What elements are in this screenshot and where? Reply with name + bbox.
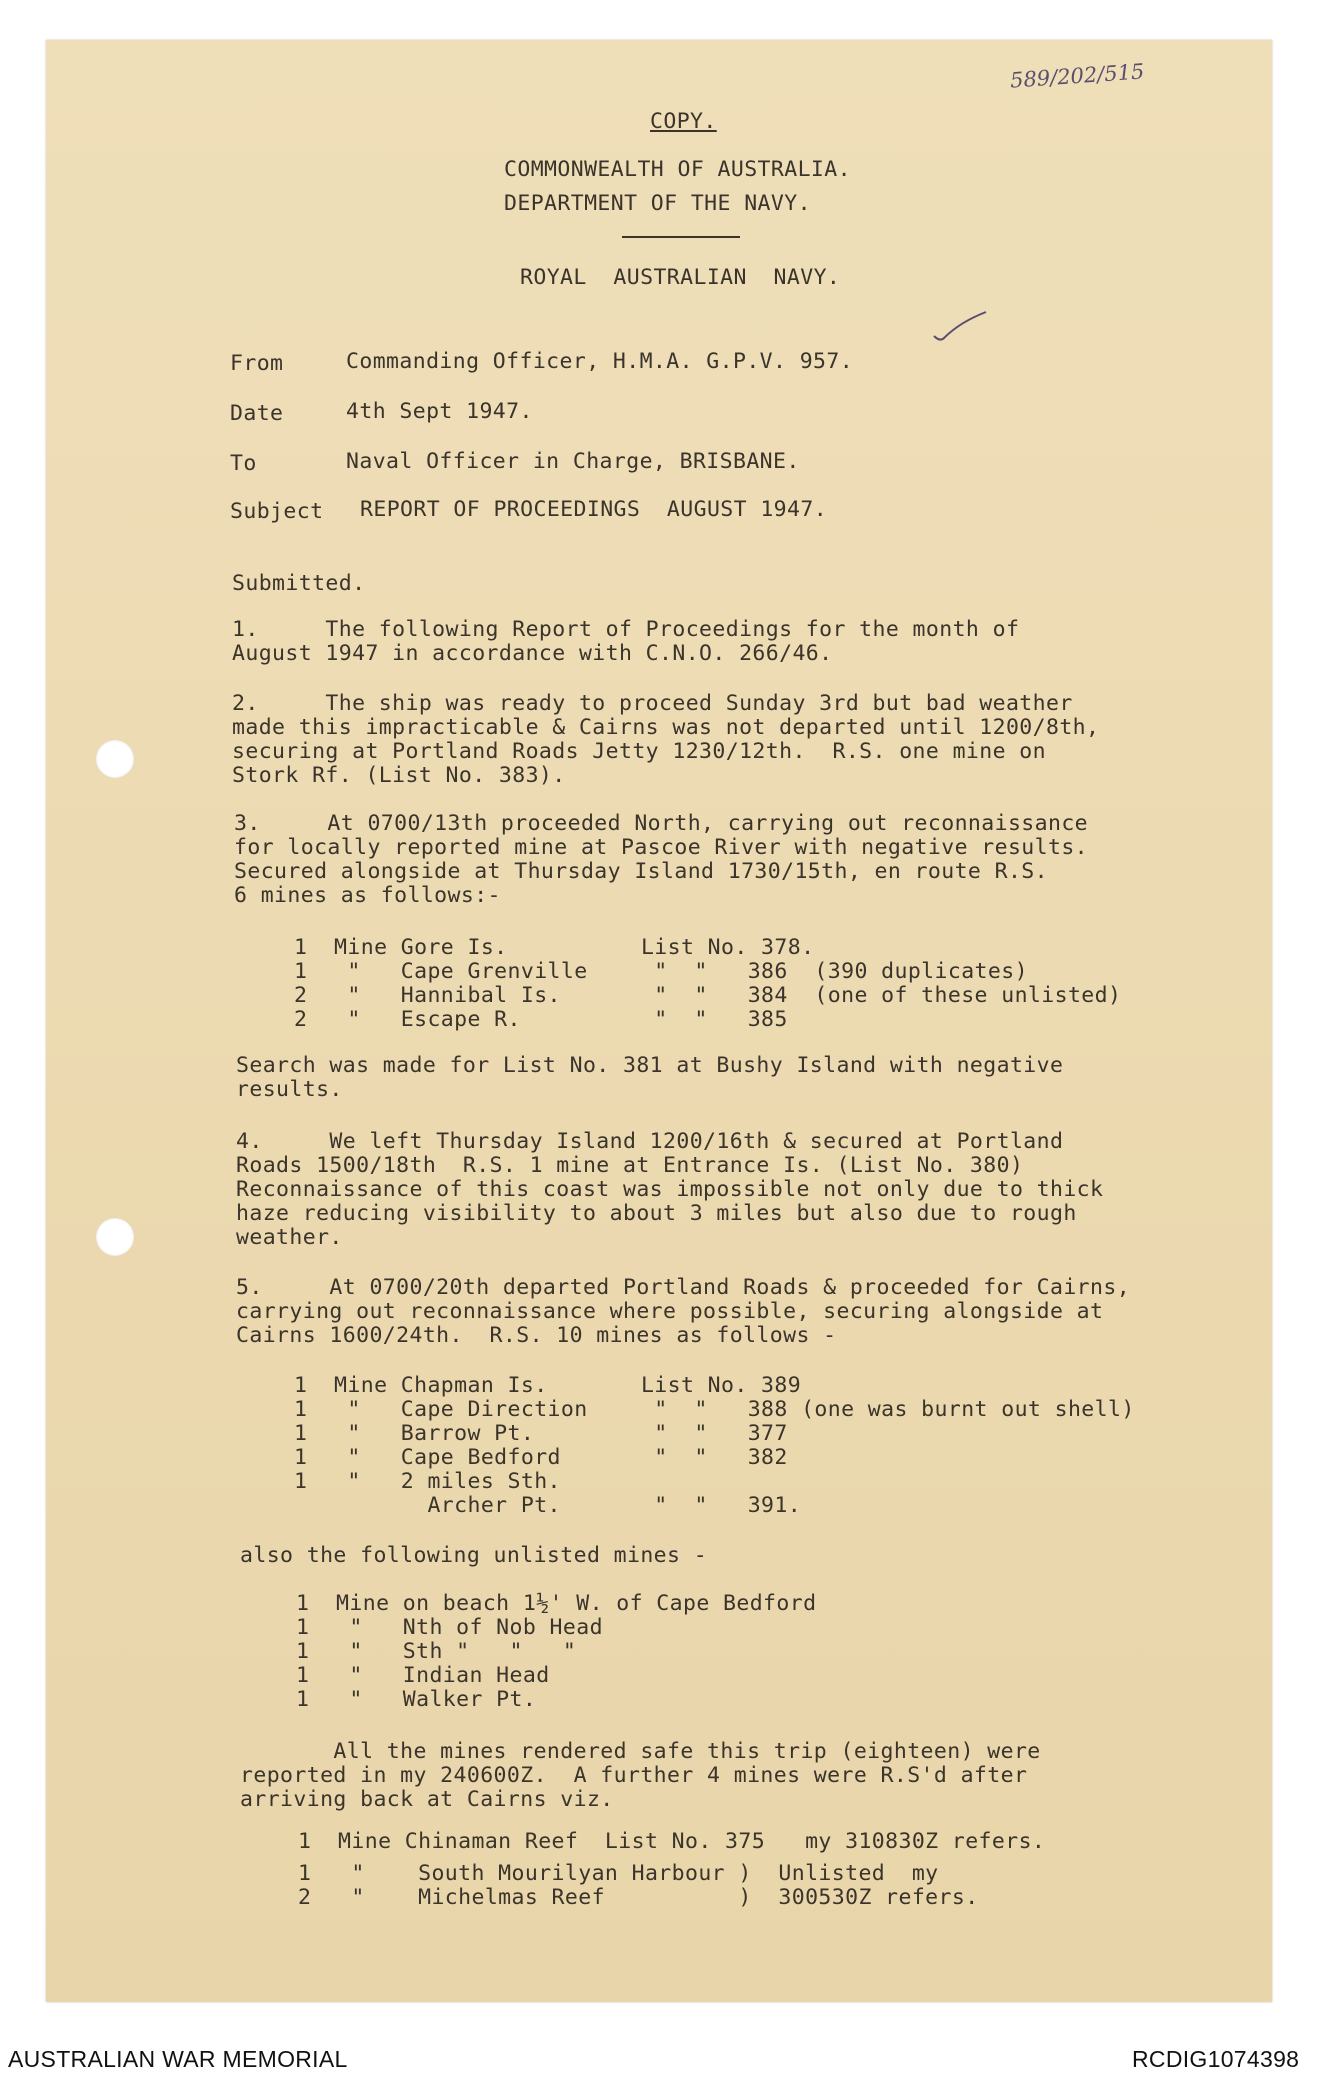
paragraph-4-line: Roads 1500/18th R.S. 1 mine at Entrance Is. (List No. 380): [236, 1153, 1024, 1178]
paragraph-3-line: 3. At 0700/13th proceeded North, carrying out reconnaissance: [234, 811, 1089, 836]
paragraph-4-line: weather.: [236, 1225, 343, 1250]
paragraph-2-line: made this impracticable & Cairns was not departed until 1200/8th,: [232, 715, 1100, 740]
from-value: Commanding Officer, H.M.A. G.P.V. 957.: [346, 349, 854, 374]
mine-list-2-row: 1 Mine Chapman Is. List No. 389: [294, 1373, 802, 1398]
paragraph-3-line: 6 mines as follows:-: [234, 883, 501, 908]
paragraph-2-line: Stork Rf. (List No. 383).: [232, 763, 566, 788]
summary-line: reported in my 240600Z. A further 4 mines were R.S'd after: [240, 1763, 1028, 1788]
mine-list-4-row: 1 Mine Chinaman Reef List No. 375 my 310830Z refers.: [298, 1829, 1046, 1854]
punch-hole: [96, 1218, 134, 1256]
summary-line: arriving back at Cairns viz.: [240, 1787, 614, 1812]
mine-list-1-row: 2 " Escape R. " " 385: [294, 1007, 788, 1032]
mine-list-3-row: 1 " Indian Head: [296, 1663, 550, 1688]
paragraph-4-line: haze reducing visibility to about 3 miles but also due to rough: [236, 1201, 1077, 1226]
mine-list-3-row: 1 " Walker Pt.: [296, 1687, 537, 1712]
summary-line: All the mines rendered safe this trip (eighteen) were: [240, 1739, 1041, 1764]
from-label: From: [230, 351, 284, 376]
mine-list-1-row: 1 Mine Gore Is. List No. 378.: [294, 935, 815, 960]
paragraph-4-line: 4. We left Thursday Island 1200/16th & secured at Portland: [236, 1129, 1064, 1154]
date-value: 4th Sept 1947.: [346, 399, 533, 424]
search-note-line: results.: [236, 1077, 343, 1102]
paragraph-3-line: Secured alongside at Thursday Island 1730/15th, en route R.S.: [234, 859, 1048, 884]
heading-divider: [622, 236, 740, 238]
mine-list-1-row: 2 " Hannibal Is. " " 384 (one of these unlisted): [294, 983, 1122, 1008]
search-note-line: Search was made for List No. 381 at Bushy Island with negative: [236, 1053, 1064, 1078]
paragraph-2-line: 2. The ship was ready to proceed Sunday 3rd but bad weather: [232, 691, 1073, 716]
footer-record-id: RCDIG1074398: [1132, 2046, 1300, 2072]
check-mark-icon: [930, 308, 990, 348]
punch-hole: [96, 740, 134, 778]
mine-list-2-row: 1 " Barrow Pt. " " 377: [294, 1421, 788, 1446]
paragraph-5-line: 5. At 0700/20th departed Portland Roads & proceeded for Cairns,: [236, 1275, 1131, 1300]
mine-list-3-row: 1 " Nth of Nob Head: [296, 1615, 603, 1640]
to-label: To: [230, 451, 257, 476]
paragraph-1-line: August 1947 in accordance with C.N.O. 266/46.: [232, 641, 833, 666]
subject-label: Subject: [230, 499, 324, 524]
heading-line-3: ROYAL AUSTRALIAN NAVY.: [520, 265, 841, 290]
paragraph-5-line: carrying out reconnaissance where possible, securing alongside at: [236, 1299, 1104, 1324]
handwritten-reference: 589/202/515: [1009, 59, 1146, 93]
mine-list-3-row: 1 Mine on beach 1½' W. of Cape Bedford: [296, 1591, 817, 1616]
mine-list-2-row: 1 " Cape Bedford " " 382: [294, 1445, 788, 1470]
heading-line-1: COMMONWEALTH OF AUSTRALIA.: [504, 157, 851, 182]
paragraph-1-line: 1. The following Report of Proceedings for the month of: [232, 617, 1020, 642]
paragraph-4-line: Reconnaissance of this coast was impossible not only due to thick: [236, 1177, 1104, 1202]
date-label: Date: [230, 401, 284, 426]
subject-value: REPORT OF PROCEEDINGS AUGUST 1947.: [360, 497, 828, 522]
copy-heading: COPY.: [650, 109, 717, 134]
mine-list-3-row: 1 " Sth " " ": [296, 1639, 577, 1664]
mine-list-2-row: Archer Pt. " " 391.: [294, 1493, 802, 1518]
mine-list-1-row: 1 " Cape Grenville " " 386 (390 duplicates): [294, 959, 1028, 984]
footer-archive-name: AUSTRALIAN WAR MEMORIAL: [8, 2046, 348, 2072]
submitted-line: Submitted.: [232, 571, 366, 596]
mine-list-4-row: 1 " South Mourilyan Harbour ) Unlisted my: [298, 1861, 939, 1886]
paragraph-5-line: Cairns 1600/24th. R.S. 10 mines as follows -: [236, 1323, 837, 1348]
paragraph-2-line: securing at Portland Roads Jetty 1230/12th. R.S. one mine on: [232, 739, 1046, 764]
to-value: Naval Officer in Charge, BRISBANE.: [346, 449, 800, 474]
mine-list-2-row: 1 " 2 miles Sth.: [294, 1469, 561, 1494]
paragraph-3-line: for locally reported mine at Pascoe River with negative results.: [234, 835, 1089, 860]
mine-list-2-row: 1 " Cape Direction " " 388 (one was burnt out shell): [294, 1397, 1135, 1422]
unlisted-intro: also the following unlisted mines -: [240, 1543, 708, 1568]
mine-list-4-row: 2 " Michelmas Reef ) 300530Z refers.: [298, 1885, 979, 1910]
heading-line-2: DEPARTMENT OF THE NAVY.: [504, 191, 811, 216]
